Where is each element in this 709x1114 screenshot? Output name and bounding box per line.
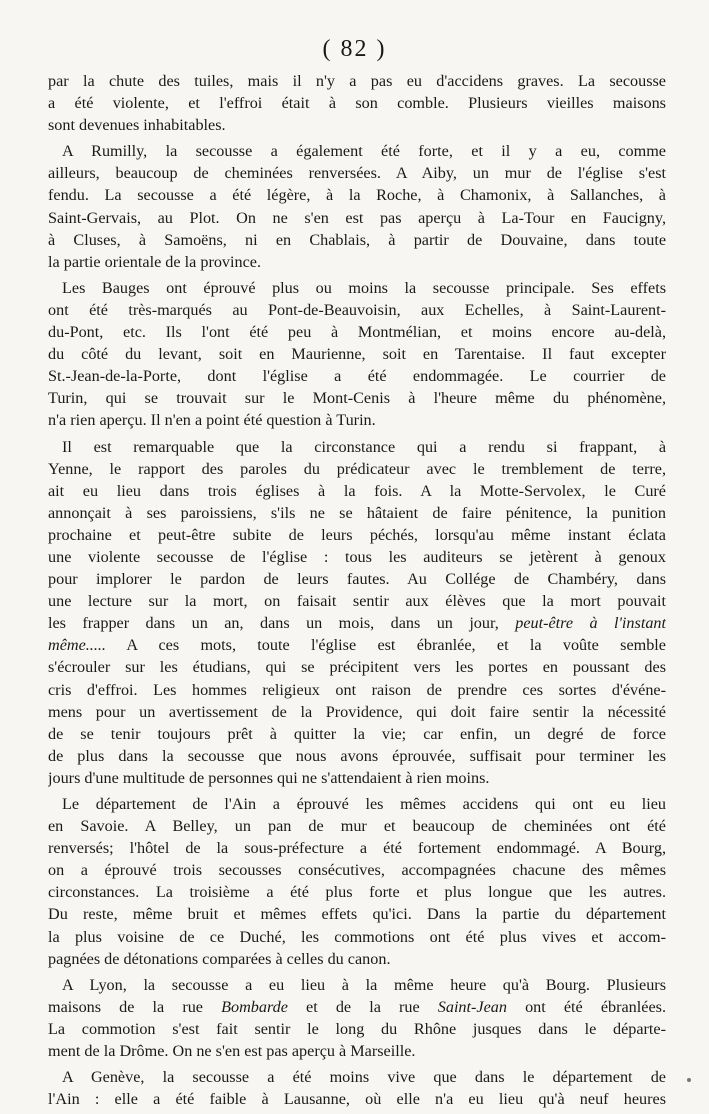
text-line: la plus voisine de ce Duché, les commotions ont été plus vives et accom-	[48, 927, 666, 946]
text-line: à Cluses, à Samoëns, ni en Chablais, à partir de Douvaine, dans toute	[48, 230, 666, 249]
text-line: Les Bauges ont éprouvé plus ou moins la secousse principale. Ses effets	[62, 278, 666, 297]
text-line: annonçait à ses paroissiens, s'ils ne se hâtaient de faire pénitence, la punition	[48, 503, 666, 522]
text-line: ont été très-marqués au Pont-de-Beauvoisin, aux Echelles, à Saint-Laurent-	[48, 300, 666, 319]
text-line: l'Ain : elle a été faible à Lausanne, où elle n'a eu lieu qu'à neuf heures	[48, 1090, 666, 1109]
text-line: on a éprouvé trois secousses consécutives, accompagnées chacune des mêmes	[48, 861, 666, 880]
text-line: A Lyon, la secousse a eu lieu à la même heure qu'à Bourg. Plusieurs	[62, 975, 666, 994]
body-text	[48, 70, 666, 1114]
text-line: ailleurs, beaucoup de cheminées renversées. A Aiby, un mur de l'église s'est	[48, 164, 666, 183]
text-line: Yenne, le rapport des paroles du prédicateur avec le tremblement de terre,	[48, 459, 666, 478]
text-line: n'a rien aperçu. Il n'en a point été question à Turin.	[48, 411, 376, 430]
text-line: la partie orientale de la province.	[48, 252, 262, 271]
text-line: St.-Jean-de-la-Porte, dont l'église a été endommagée. Le courrier de	[48, 367, 666, 386]
text-line: La commotion s'est fait sentir le long du Rhône jusques dans le départe-	[48, 1019, 666, 1038]
text-line: s'écrouler sur les étudians, qui se précipitent vers les portes en poussant des	[48, 658, 666, 677]
paragraph	[48, 140, 666, 273]
text-line: fendu. La secousse a été légère, à la Roche, à Chamonix, à Sallanches, à	[48, 186, 666, 205]
text-line: A Genève, la secousse a été moins vive que dans le département de	[62, 1068, 666, 1087]
text-line: pagnées de détonations comparées à celles du canon.	[48, 949, 391, 968]
text-line: par la chute des tuiles, mais il n'y a pas eu d'accidens graves. La secousse	[48, 72, 666, 90]
text-line: A Rumilly, la secousse a également été forte, et il y a eu, comme	[62, 142, 666, 161]
text-line: une violente secousse de l'église : tous les auditeurs se jetèrent à genoux	[48, 547, 666, 566]
text-line: du-Pont, etc. Ils l'ont été peu à Montmélian, et moins encore au-delà,	[48, 323, 666, 342]
text-line: du côté du levant, soit en Maurienne, soit en Tarentaise. Il faut excepter	[48, 345, 666, 364]
paragraph	[48, 974, 666, 1062]
text-line: de se tenir toujours prêt à quitter la vie; car enfin, un degré de force	[48, 724, 666, 743]
text-line: mens pour un avertissement de la Providence, qui doit faire sentir la nécessité	[48, 702, 666, 721]
text-line: Turin, qui se trouvait sur le Mont-Cenis à l'heure même du phénomène,	[48, 389, 666, 408]
text-line: circonstances. La troisième a été plus forte et plus longue que les autres.	[48, 883, 666, 902]
paragraph	[48, 436, 666, 790]
text-line: Du reste, même bruit et mêmes effets qu'ici. Dans la partie du département	[48, 905, 666, 924]
text-line: pour implorer le pardon de leurs fautes. Au Collége de Chambéry, dans	[48, 570, 666, 589]
text-line: prochaine et peut-être subite de leurs péchés, lorsqu'au même instant éclata	[48, 525, 666, 544]
text-line: Saint-Gervais, au Plot. On ne s'en est pas aperçu à La-Tour en Faucigny,	[48, 208, 666, 227]
text-line: même..... A ces mots, toute l'église est ébranlée, et la voûte semble	[48, 636, 666, 655]
text-line: une lecture sur la mort, on faisait sentir aux élèves que la mort pouvait	[48, 592, 666, 611]
text-line: en Savoie. A Belley, un pan de mur et beaucoup de cheminées ont été	[48, 817, 666, 836]
text-line: a été violente, et l'effroi était à son comble. Plusieurs vieilles maisons	[48, 94, 666, 113]
text-line: Il est remarquable que la circonstance qui a rendu si frappant, à	[62, 437, 666, 456]
text-line: Le département de l'Ain a éprouvé les mêmes accidens qui ont eu lieu	[62, 795, 666, 813]
text-line: sont devenues inhabitables.	[48, 116, 226, 135]
paragraph	[48, 70, 666, 136]
text-line: renversés; l'hôtel de la sous-préfecture a été fortement endommagé. A Bourg,	[48, 839, 666, 858]
text-line: les frapper dans un an, dans un mois, dans un jour, peut-être à l'instant	[48, 614, 666, 633]
text-line: ait eu lieu dans trois églises à la fois. A la Motte-Servolex, le Curé	[48, 481, 666, 500]
text-line: maisons de la rue Bombarde et de la rue Saint-Jean ont été ébranlées.	[48, 997, 666, 1016]
text-line: cris d'effroi. Les hommes religieux ont raison de prendre ces sortes d'événe-	[48, 680, 666, 699]
paragraph	[48, 793, 666, 970]
text-line: ment de la Drôme. On ne s'en est pas aperçu à Marseille.	[48, 1042, 416, 1061]
text-line: jours d'une multitude de personnes qui ne s'attendaient à rien moins.	[48, 768, 490, 787]
paragraph	[48, 277, 666, 432]
page-number: ( 82 )	[322, 36, 387, 62]
text-line: de plus dans la secousse que nous avons éprouvée, suffisait pour terminer les	[48, 746, 666, 765]
paper-speck	[687, 1078, 691, 1082]
